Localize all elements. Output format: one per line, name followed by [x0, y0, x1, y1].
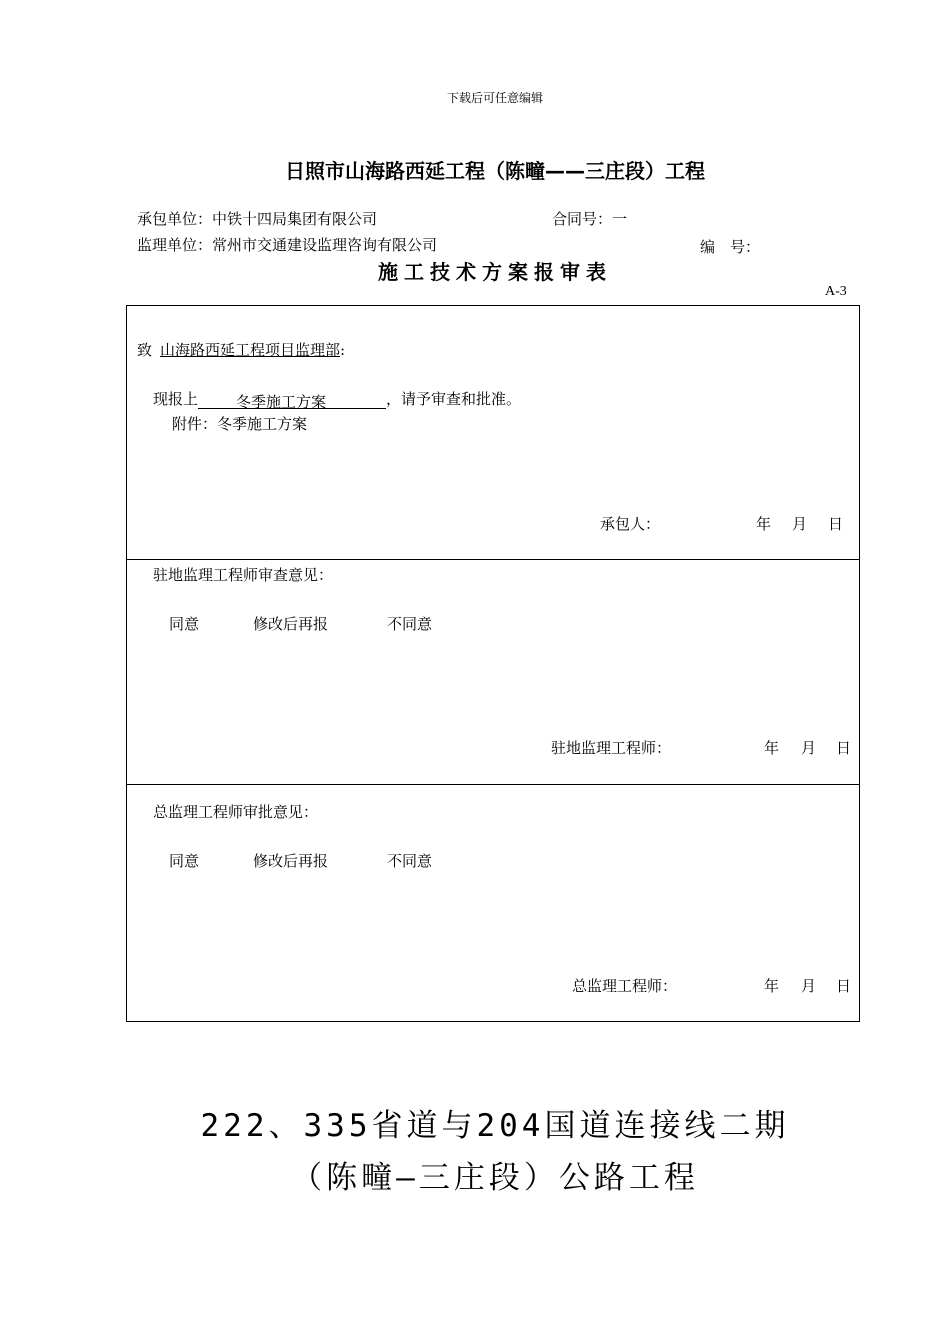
contractor-label: 承包单位：: [137, 210, 213, 228]
report-suffix: ，请予审查和批准。: [386, 390, 522, 408]
report-item: 冬季施工方案: [236, 393, 327, 411]
supervisor-label: 监理单位：: [137, 236, 213, 254]
date-year: 年: [756, 515, 772, 533]
section-divider-2: [126, 784, 860, 785]
addressee-dept: 山海路西延工程项目监理部: [160, 341, 341, 359]
resident-opt-disagree[interactable]: 不同意: [387, 615, 433, 633]
chief-opt-agree[interactable]: 同意: [169, 852, 200, 870]
date-month: 月: [792, 515, 808, 533]
date-year: 年: [764, 977, 780, 995]
date-month: 月: [801, 739, 817, 757]
form-code: A-3: [825, 284, 847, 299]
report-prefix: 现报上: [153, 390, 199, 408]
contract-no-line: [552, 208, 627, 229]
section-divider-1: [126, 559, 860, 560]
contract-no-label: 合同号：: [552, 210, 613, 228]
date-day: 日: [836, 977, 852, 995]
addressee-prefix: 致: [137, 341, 153, 359]
contractor-name: 中铁十四局集团有限公司: [212, 210, 378, 228]
footer-title-line2: （陈疃—三庄段）公路工程: [291, 1160, 699, 1196]
date-day: 日: [828, 515, 844, 533]
supervisor-name: 常州市交通建设监理咨询有限公司: [212, 236, 438, 254]
contractor-line: [137, 208, 377, 229]
date-day: 日: [836, 739, 852, 757]
resident-opt-agree[interactable]: 同意: [169, 615, 200, 633]
addressee-suffix: :: [340, 341, 346, 359]
supervisor-line: [137, 234, 437, 255]
footer-title-line1: 222、335省道与204国道连接线二期: [200, 1108, 790, 1144]
resident-opt-revise[interactable]: 修改后再报: [253, 615, 329, 633]
project-title: 日照市山海路西延工程（陈疃——三庄段）工程: [285, 159, 705, 183]
download-note: 下载后可任意编辑: [446, 91, 543, 105]
date-month: 月: [801, 977, 817, 995]
addressee-line: [137, 339, 345, 360]
contract-no-value: 一: [612, 210, 628, 228]
chief-approval-heading: 总监理工程师审批意见：: [153, 803, 319, 821]
date-year: 年: [764, 739, 780, 757]
chief-opt-disagree[interactable]: 不同意: [387, 852, 433, 870]
chief-engineer-signature-label: 总监理工程师：: [572, 977, 678, 995]
resident-review-heading: 驻地监理工程师审查意见：: [153, 566, 334, 584]
attachment-line: 附件：冬季施工方案: [172, 415, 308, 433]
form-title: 施工技术方案报审表: [378, 260, 612, 284]
resident-engineer-signature-label: 驻地监理工程师：: [551, 739, 672, 757]
contractor-signature-label: 承包人：: [600, 515, 661, 533]
serial-label: 编 号：: [700, 238, 761, 256]
chief-opt-revise[interactable]: 修改后再报: [253, 852, 329, 870]
report-line: [153, 388, 521, 409]
report-item-blank[interactable]: [198, 392, 386, 409]
